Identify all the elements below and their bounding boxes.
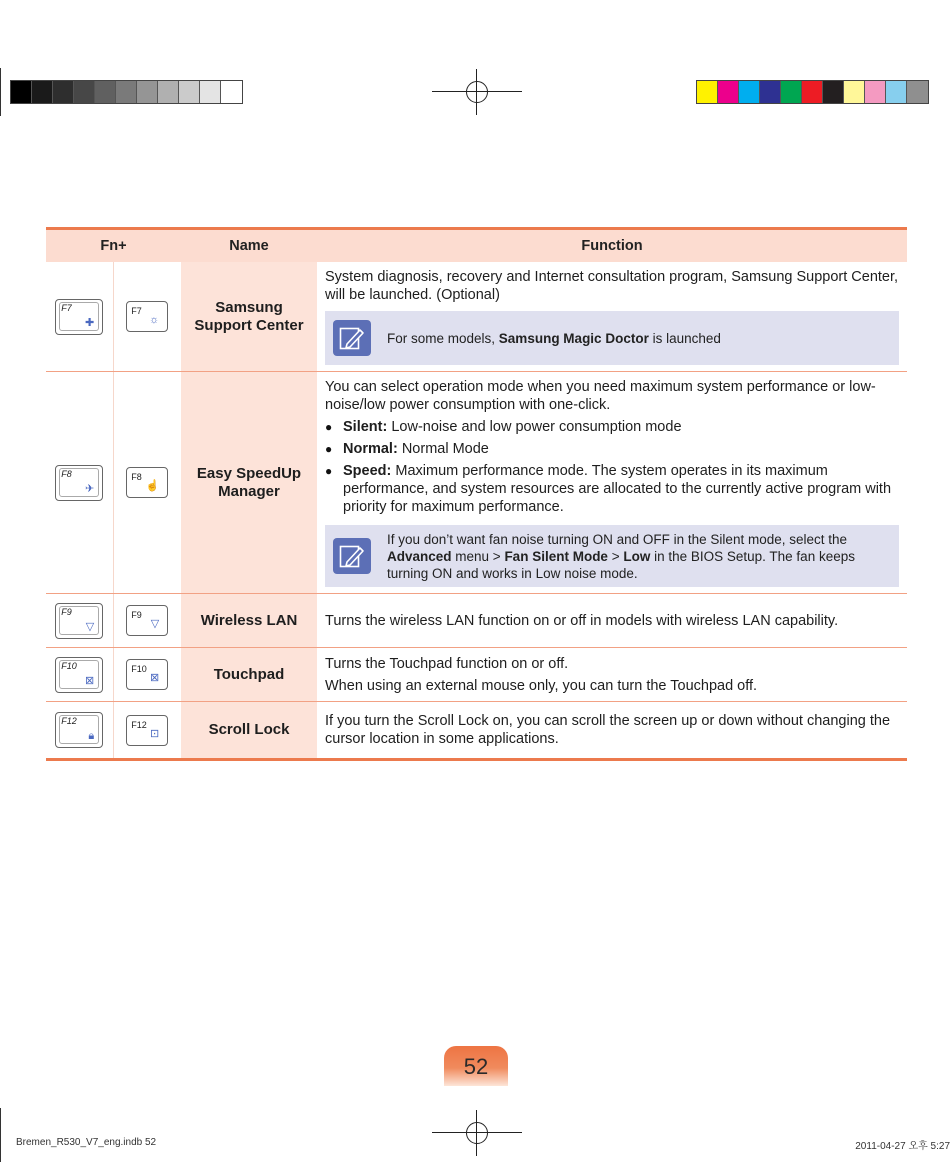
f7-key-new [126,301,168,332]
note-text [387,531,889,582]
mode-desc: Maximum performance mode. The system operates in its maximum performance, and system resources are allocated to the currently active program with priority for maximum performance. [343,463,892,515]
registration-mark-bottom [432,1110,522,1156]
note-bold-term: Fan Silent Mode [504,548,608,564]
mode-term: Normal: [343,441,398,457]
fn-key-cell [46,594,113,648]
fn-key-cell [46,702,113,760]
f10-key-new [126,659,168,690]
fn-key-cell [46,262,113,372]
fn-key-cell [113,702,181,760]
f10-key-old [55,657,103,693]
note-box [325,311,899,365]
mode-term: Silent: [343,419,388,435]
calibration-swatch [95,81,116,103]
note-text-part: For some models, [387,330,499,346]
calibration-swatch [844,81,865,103]
function-name-line1: Samsung [215,298,283,316]
touchpad-icon: ⊠ [150,672,160,684]
note-text [387,330,721,347]
calibration-swatch [760,81,781,103]
key-label: F9 [131,610,142,620]
calibration-swatch [53,81,74,103]
page-number: 52 [444,1046,508,1086]
calibration-swatch [11,81,32,103]
function-name-line2: Support Center [194,316,304,334]
list-item [325,418,899,436]
touchpad-icon: ⊠ [85,674,95,687]
support-center-icon: ✚ [85,316,95,329]
list-item [325,440,899,458]
key-label: F12 [131,719,147,730]
function-description [317,594,907,648]
calibration-swatch [718,81,739,103]
note-text-part: If you don’t want fan noise turning ON and OFF in the Silent mode, select the [387,531,848,547]
name-cell [181,262,317,372]
table-row-easy-speedup [46,372,907,594]
calibration-swatch [739,81,760,103]
table-header-row [46,229,907,263]
note-bold-term: Advanced [387,548,452,564]
scroll-lock-icon: ⊡ [150,727,160,740]
color-calibration-bar [696,80,929,104]
grayscale-calibration-bar [10,80,243,104]
calibration-swatch [865,81,886,103]
description-text: Turns the wireless LAN function on or off in models with wireless LAN capability. [325,612,839,629]
calibration-swatch [74,81,95,103]
calibration-swatch [158,81,179,103]
function-name-line2: Manager [218,482,280,500]
description-text: System diagnosis, recovery and Internet consultation program, Samsung Support Center, will be launched. (Optional) [325,269,899,303]
f12-key-new [126,715,168,746]
list-item [325,462,899,516]
calibration-swatch [781,81,802,103]
fn-key-cell [113,262,181,372]
description-text: If you turn the Scroll Lock on, you can scroll the screen up or down without changing the cursor location in some applications. [325,713,891,747]
function-name-line1: Wireless LAN [200,611,298,629]
name-cell [181,372,317,594]
key-label: F9 [61,606,72,617]
note-pencil-icon [333,320,371,356]
header-name: Name [181,229,317,263]
key-label: F7 [61,302,72,313]
description-text: Turns the Touchpad function on or off. [325,655,569,672]
fn-key-cell [113,648,181,702]
key-label: F10 [131,664,147,674]
note-bold-term: Low [623,548,651,564]
calibration-swatch [802,81,823,103]
calibration-swatch [32,81,53,103]
table-row-scroll-lock [46,702,907,760]
f12-key-old [55,712,103,748]
fn-key-cell [46,648,113,702]
note-pencil-icon [333,538,371,574]
function-description [317,702,907,760]
name-cell [181,702,317,760]
f9-key-new [126,605,168,636]
fn-key-cell [113,372,181,594]
calibration-swatch [697,81,718,103]
mode-desc: Normal Mode [397,441,489,457]
note-box [325,525,899,587]
table-row-wireless-lan [46,594,907,648]
key-label: F7 [131,306,142,316]
crop-mark-top-left [0,68,1,116]
registration-mark-top [432,69,522,115]
mode-desc: Low-noise and low power consumption mode [387,419,682,435]
scroll-lock-icon: 🔒︎ [88,730,95,742]
calibration-swatch [179,81,200,103]
f8-key-new [126,467,168,498]
calibration-swatch [907,81,928,103]
calibration-swatch [116,81,137,103]
speedup-runner-icon: ✈ [85,482,95,495]
key-label: F12 [61,716,77,726]
calibration-swatch [823,81,844,103]
description-text: You can select operation mode when you need maximum system performance or low-noise/low power consumption with one-click. [325,379,876,413]
function-name-line1: Touchpad [213,665,285,683]
table-row-support-center [46,262,907,372]
name-cell [181,594,317,648]
calibration-swatch [137,81,158,103]
function-description [317,648,907,702]
speedup-hand-icon: ☝ [145,480,160,492]
note-bold-term: Samsung Magic Doctor [498,330,649,346]
f9-key-old [55,603,103,639]
note-text-part: in the BIOS Setup. The fan keeps turning ON and works in Low noise mode. [387,548,855,581]
f7-key-old [55,299,103,335]
calibration-swatch [221,81,242,103]
crop-mark-bottom-left [0,1108,1,1162]
table-row-touchpad [46,648,907,702]
note-text-part: menu > [451,548,505,564]
calibration-swatch [886,81,907,103]
footer-timestamp: 2011-04-27 오후 5:27 [855,1141,950,1152]
key-label: F10 [61,660,77,671]
note-text-part: is launched [648,330,721,346]
f8-key-old [55,465,103,501]
function-description [317,372,907,594]
description-text: When using an external mouse only, you can turn the Touchpad off. [325,677,758,694]
function-name-line1: Scroll Lock [208,721,290,738]
fn-key-cell [46,372,113,594]
note-text-part: > [607,548,624,564]
header-function: Function [317,229,907,263]
wireless-antenna-icon: ▽ [85,620,95,633]
header-fn: Fn+ [46,229,181,263]
mode-list [325,418,899,516]
fn-key-cell [113,594,181,648]
wireless-antenna-icon: ▽ [150,618,160,630]
function-key-table [46,227,907,761]
mode-term: Speed: [343,463,392,479]
name-cell [181,648,317,702]
key-label: F8 [61,468,72,479]
function-name-line1: Easy SpeedUp [196,464,302,482]
key-label: F8 [131,472,142,482]
function-description [317,262,907,372]
calibration-swatch [200,81,221,103]
footer-filename: Bremen_R530_V7_eng.indb 52 [16,1137,157,1148]
support-center-icon: ☼ [149,314,160,326]
